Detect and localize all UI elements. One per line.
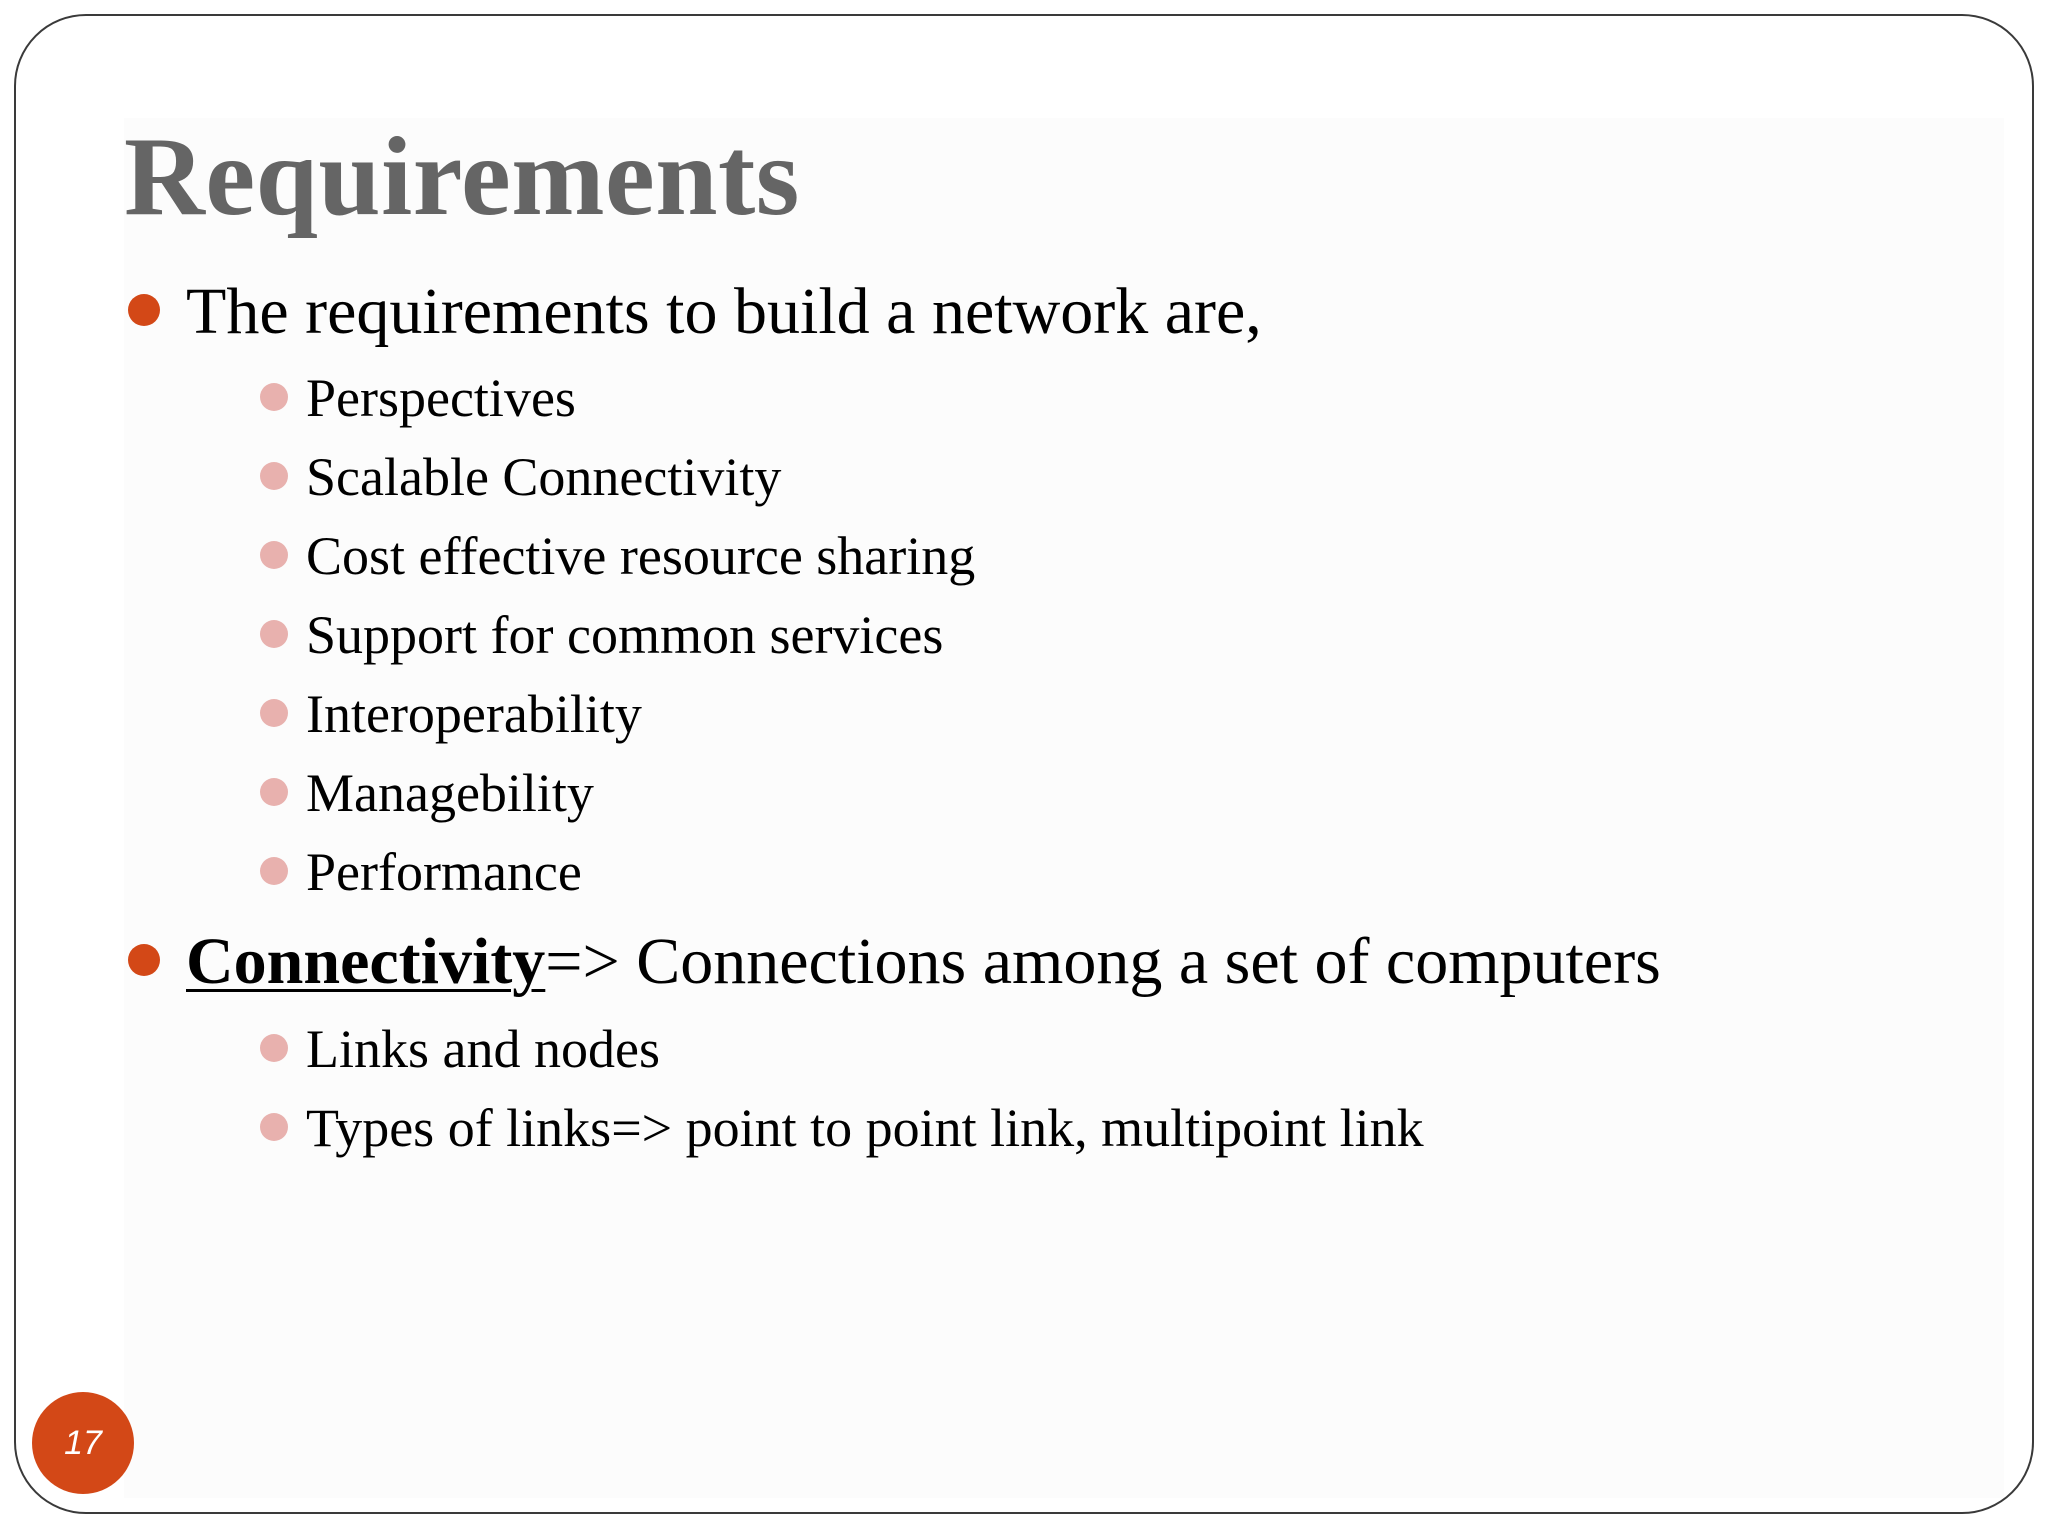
sub-bullet-dot-icon — [260, 1113, 288, 1141]
bullet-text: The requirements to build a network are, — [186, 275, 1262, 348]
sub-bullet-text: Support for common services — [306, 605, 944, 665]
bullet-text — [186, 922, 1661, 1002]
slide-title: Requirements — [124, 115, 800, 239]
sub-bullet-text: Scalable Connectivity — [306, 447, 782, 507]
sub-bullet-dot-icon — [260, 462, 288, 490]
sub-bullet-dot-icon — [260, 778, 288, 806]
sub-bullet-dot-icon — [260, 383, 288, 411]
sub-bullet-dot-icon — [260, 1034, 288, 1062]
sub-bullet-text: Types of links=> point to point link, multipoint link — [306, 1098, 1424, 1158]
bullet-definition: => Connections among a set of computers — [545, 925, 1661, 998]
bullet-dot-icon — [128, 294, 160, 326]
sub-bullet-dot-icon — [260, 620, 288, 648]
sub-bullet-text: Perspectives — [306, 368, 576, 428]
page-number-badge: 17 — [32, 1392, 134, 1494]
bullet-dot-icon — [128, 944, 160, 976]
sub-bullet-dot-icon — [260, 857, 288, 885]
sub-bullet-text: Links and nodes — [306, 1019, 660, 1079]
sub-bullet-text: Interoperability — [306, 684, 642, 744]
bullet-term: Connectivity — [186, 925, 546, 998]
sub-bullet-text: Performance — [306, 842, 582, 902]
sub-bullet-dot-icon — [260, 541, 288, 569]
sub-bullet-text: Managebility — [306, 763, 594, 823]
sub-bullet-text: Cost effective resource sharing — [306, 526, 976, 586]
sub-bullet-dot-icon — [260, 699, 288, 727]
